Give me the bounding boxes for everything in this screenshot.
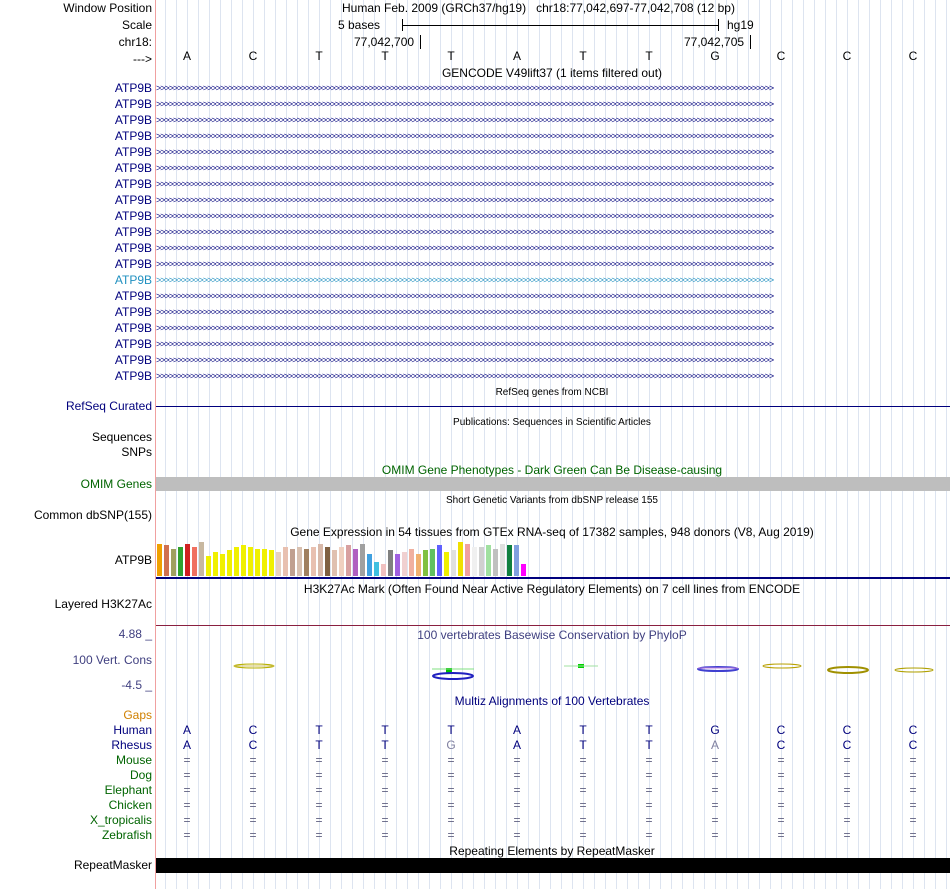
alignment-base: = xyxy=(909,783,917,797)
alignment-base: = xyxy=(909,828,917,842)
gtex-tissue-bar[interactable] xyxy=(262,549,267,576)
alignment-base: = xyxy=(579,828,587,842)
refseq-title: RefSeq genes from NCBI xyxy=(495,387,609,398)
alignment-base: = xyxy=(711,828,719,842)
alignment-base: = xyxy=(249,798,257,812)
alignment-base: = xyxy=(183,828,191,842)
gencode-transcript[interactable]: >>>>>>>>>>>>>>>>>>>>>>>>>>>>>>>>>>>>>>>>>>>>>>>>>>>>>>>>>>>>>>>>>>>>>>>>>>>>>>>>>>>>>>>>>>>>>>>>>>>>>>>>>>>>>>>>>>>>>>>>>>>>>>>>>>>>>>>>>>>>>>>>> xyxy=(156,260,774,269)
alignment-base: = xyxy=(843,783,851,797)
gencode-transcript-label[interactable]: ATP9B xyxy=(114,257,152,271)
h3k27ac-line xyxy=(156,625,950,626)
gtex-tissue-bar[interactable] xyxy=(381,564,386,576)
alignment-base: = xyxy=(381,783,389,797)
alignment-base: = xyxy=(183,753,191,767)
gtex-tissue-bar[interactable] xyxy=(472,547,477,576)
gencode-transcript-label[interactable]: ATP9B xyxy=(114,129,152,143)
gtex-tissue-bar[interactable] xyxy=(297,547,302,576)
alignment-base: = xyxy=(777,753,785,767)
species-label-zebrafish[interactable]: Zebrafish xyxy=(101,828,152,842)
gtex-tissue-bar[interactable] xyxy=(269,550,274,576)
alignment-base: = xyxy=(513,813,521,827)
gencode-transcript[interactable]: >>>>>>>>>>>>>>>>>>>>>>>>>>>>>>>>>>>>>>>>>>>>>>>>>>>>>>>>>>>>>>>>>>>>>>>>>>>>>>>>>>>>>>>>>>>>>>>>>>>>>>>>>>>>>>>>>>>>>>>>>>>>>>>>>>>>>>>>>>>>>>>>> xyxy=(156,164,774,173)
alignment-base: T xyxy=(645,738,653,752)
alignment-base: = xyxy=(645,783,653,797)
gtex-tissue-bar[interactable] xyxy=(171,549,176,576)
gtex-tissue-bar[interactable] xyxy=(437,545,442,576)
alignment-base: = xyxy=(843,813,851,827)
alignment-base: = xyxy=(843,798,851,812)
alignment-base: C xyxy=(776,738,786,752)
gencode-transcript-label[interactable]: ATP9B xyxy=(114,241,152,255)
gencode-transcript-label[interactable]: ATP9B xyxy=(114,225,152,239)
gencode-transcript-label[interactable]: ATP9B xyxy=(114,289,152,303)
gtex-tissue-bar[interactable] xyxy=(353,549,358,576)
alignment-base: = xyxy=(381,798,389,812)
alignment-base: = xyxy=(777,783,785,797)
gencode-transcript[interactable]: >>>>>>>>>>>>>>>>>>>>>>>>>>>>>>>>>>>>>>>>>>>>>>>>>>>>>>>>>>>>>>>>>>>>>>>>>>>>>>>>>>>>>>>>>>>>>>>>>>>>>>>>>>>>>>>>>>>>>>>>>>>>>>>>>>>>>>>>>>>>>>>>> xyxy=(156,292,774,301)
alignment-base: = xyxy=(315,783,323,797)
gencode-transcript-label[interactable]: ATP9B xyxy=(114,177,152,191)
species-label-dog[interactable]: Dog xyxy=(129,768,152,782)
alignment-base: C xyxy=(908,738,918,752)
omim-title: OMIM Gene Phenotypes - Dark Green Can Be Disease-causing xyxy=(381,463,723,477)
species-label-human[interactable]: Human xyxy=(113,723,152,737)
alignment-base: = xyxy=(513,783,521,797)
alignment-base: = xyxy=(315,753,323,767)
gtex-tissue-bar[interactable] xyxy=(486,545,491,576)
gencode-transcript-label[interactable]: ATP9B xyxy=(114,113,152,127)
alignment-base: T xyxy=(315,723,323,737)
alignment-base: C xyxy=(842,723,852,737)
gtex-baseline xyxy=(156,577,950,579)
dbsnp-title: Short Genetic Variants from dbSNP release 155 xyxy=(446,495,658,506)
base-letter: C xyxy=(908,49,918,63)
alignment-base: = xyxy=(513,753,521,767)
gtex-tissue-bar[interactable] xyxy=(157,544,162,576)
gencode-transcript[interactable]: >>>>>>>>>>>>>>>>>>>>>>>>>>>>>>>>>>>>>>>>>>>>>>>>>>>>>>>>>>>>>>>>>>>>>>>>>>>>>>>>>>>>>>>>>>>>>>>>>>>>>>>>>>>>>>>>>>>>>>>>>>>>>>>>>>>>>>>>>>>>>>>>> xyxy=(156,196,774,205)
alignment-base: = xyxy=(381,768,389,782)
strand-label: ---> xyxy=(133,52,152,66)
repeatmasker-title: Repeating Elements by RepeatMasker xyxy=(449,844,655,858)
gtex-tissue-bar[interactable] xyxy=(290,549,295,576)
alignment-base: = xyxy=(711,768,719,782)
alignment-base: G xyxy=(446,738,456,752)
alignment-base: = xyxy=(645,753,653,767)
alignment-base: = xyxy=(579,798,587,812)
gtex-tissue-bar[interactable] xyxy=(493,549,498,576)
gencode-transcript[interactable]: >>>>>>>>>>>>>>>>>>>>>>>>>>>>>>>>>>>>>>>>>>>>>>>>>>>>>>>>>>>>>>>>>>>>>>>>>>>>>>>>>>>>>>>>>>>>>>>>>>>>>>>>>>>>>>>>>>>>>>>>>>>>>>>>>>>>>>>>>>>>>>>>> xyxy=(156,228,774,237)
gencode-transcript[interactable]: >>>>>>>>>>>>>>>>>>>>>>>>>>>>>>>>>>>>>>>>>>>>>>>>>>>>>>>>>>>>>>>>>>>>>>>>>>>>>>>>>>>>>>>>>>>>>>>>>>>>>>>>>>>>>>>>>>>>>>>>>>>>>>>>>>>>>>>>>>>>>>>>> xyxy=(156,132,774,141)
gencode-transcript-label[interactable]: ATP9B xyxy=(114,337,152,351)
alignment-base: = xyxy=(909,768,917,782)
alignment-base: = xyxy=(711,753,719,767)
gencode-transcript-label[interactable]: ATP9B xyxy=(114,305,152,319)
alignment-base: = xyxy=(711,798,719,812)
refseq-line[interactable] xyxy=(156,406,950,407)
gtex-tissue-bar[interactable] xyxy=(423,550,428,576)
gtex-tissue-bar[interactable] xyxy=(311,547,316,576)
repeatmasker-bar[interactable] xyxy=(156,858,950,873)
alignment-base: = xyxy=(777,798,785,812)
coord-left: 77,042,700 xyxy=(354,35,415,49)
h3k27ac-title: H3K27Ac Mark (Often Found Near Active Regulatory Elements) on 7 cell lines from ENCODE xyxy=(303,582,801,596)
gtex-tissue-bar[interactable] xyxy=(318,544,323,576)
alignment-base: T xyxy=(579,738,587,752)
alignment-base: = xyxy=(315,828,323,842)
repeatmasker-label[interactable]: RepeatMasker xyxy=(73,858,152,872)
alignment-base: A xyxy=(182,738,192,752)
gtex-tissue-bar[interactable] xyxy=(220,554,225,576)
publications-title: Publications: Sequences in Scientific Articles xyxy=(453,417,651,428)
gtex-tissue-bar[interactable] xyxy=(465,544,470,576)
base-letter: C xyxy=(842,49,852,63)
alignment-base: = xyxy=(447,798,455,812)
alignment-base: T xyxy=(579,723,587,737)
phylop-marks xyxy=(234,664,933,679)
gtex-tissue-bar[interactable] xyxy=(304,549,309,576)
gtex-tissue-bar[interactable] xyxy=(514,545,519,576)
gencode-title: GENCODE V49lift37 (1 items filtered out) xyxy=(441,66,663,80)
alignment-base: T xyxy=(645,723,653,737)
gencode-transcript[interactable]: >>>>>>>>>>>>>>>>>>>>>>>>>>>>>>>>>>>>>>>>>>>>>>>>>>>>>>>>>>>>>>>>>>>>>>>>>>>>>>>>>>>>>>>>>>>>>>>>>>>>>>>>>>>>>>>>>>>>>>>>>>>>>>>>>>>>>>>>>>>>>>>>> xyxy=(156,84,774,93)
gtex-tissue-bar[interactable] xyxy=(521,564,526,576)
alignment-base: = xyxy=(645,828,653,842)
gtex-tissue-bar[interactable] xyxy=(178,547,183,576)
window-position-label: Window Position xyxy=(63,1,152,15)
gtex-tissue-bar[interactable] xyxy=(325,547,330,576)
gtex-tissue-bar[interactable] xyxy=(255,549,260,576)
gencode-transcript[interactable]: >>>>>>>>>>>>>>>>>>>>>>>>>>>>>>>>>>>>>>>>>>>>>>>>>>>>>>>>>>>>>>>>>>>>>>>>>>>>>>>>>>>>>>>>>>>>>>>>>>>>>>>>>>>>>>>>>>>>>>>>>>>>>>>>>>>>>>>>>>>>>>>>> xyxy=(156,148,774,157)
alignment-base: C xyxy=(908,723,918,737)
phylop-min-label: -4.5 _ xyxy=(121,678,152,692)
gtex-tissue-bar[interactable] xyxy=(339,547,344,576)
omim-bar[interactable] xyxy=(156,477,950,491)
gencode-transcript[interactable]: >>>>>>>>>>>>>>>>>>>>>>>>>>>>>>>>>>>>>>>>>>>>>>>>>>>>>>>>>>>>>>>>>>>>>>>>>>>>>>>>>>>>>>>>>>>>>>>>>>>>>>>>>>>>>>>>>>>>>>>>>>>>>>>>>>>>>>>>>>>>>>>>> xyxy=(156,180,774,189)
alignment-base: A xyxy=(512,738,522,752)
chrom-label: chr18: xyxy=(118,35,152,49)
base-letter: T xyxy=(315,49,323,63)
gencode-transcript-label[interactable]: ATP9B xyxy=(114,209,152,223)
gencode-transcript-label[interactable]: ATP9B xyxy=(114,81,152,95)
alignment-base: = xyxy=(645,798,653,812)
alignment-base: = xyxy=(579,768,587,782)
gtex-tissue-bar[interactable] xyxy=(500,544,505,576)
gtex-tissue-bar[interactable] xyxy=(346,545,351,576)
alignment-base: G xyxy=(710,723,720,737)
alignment-base: = xyxy=(579,813,587,827)
gtex-tissue-bar[interactable] xyxy=(430,549,435,576)
position-readout xyxy=(342,1,735,15)
gencode-transcript-label[interactable]: ATP9B xyxy=(114,193,152,207)
gtex-tissue-bar[interactable] xyxy=(451,550,456,576)
multiz-title: Multiz Alignments of 100 Vertebrates xyxy=(454,694,650,708)
gtex-tissue-bar[interactable] xyxy=(241,545,246,576)
gtex-tissue-bar[interactable] xyxy=(479,547,484,576)
gtex-tissue-bar[interactable] xyxy=(444,552,449,576)
scale-label: Scale xyxy=(121,18,152,32)
alignment-base: = xyxy=(777,828,785,842)
assembly-text: Human Feb. 2009 (GRCh37/hg19) xyxy=(342,1,527,15)
omim-label[interactable]: OMIM Genes xyxy=(80,477,152,491)
alignment-base: = xyxy=(909,753,917,767)
species-label-rhesus[interactable]: Rhesus xyxy=(111,738,152,752)
base-letter: A xyxy=(182,49,192,63)
gtex-tissue-bar[interactable] xyxy=(416,554,421,576)
gtex-tissue-bar[interactable] xyxy=(227,550,232,576)
phylop-plot[interactable] xyxy=(156,655,950,685)
coord-right: 77,042,705 xyxy=(684,35,745,49)
gencode-transcript-label[interactable]: ATP9B xyxy=(114,273,152,287)
alignment-base: = xyxy=(315,813,323,827)
gencode-transcript-label[interactable]: ATP9B xyxy=(114,353,152,367)
alignment-base: = xyxy=(843,753,851,767)
base-letter: T xyxy=(447,49,455,63)
alignment-base: = xyxy=(249,768,257,782)
coord-left-tick xyxy=(420,35,421,49)
alignment-base: T xyxy=(381,723,389,737)
gencode-transcript[interactable]: >>>>>>>>>>>>>>>>>>>>>>>>>>>>>>>>>>>>>>>>>>>>>>>>>>>>>>>>>>>>>>>>>>>>>>>>>>>>>>>>>>>>>>>>>>>>>>>>>>>>>>>>>>>>>>>>>>>>>>>>>>>>>>>>>>>>>>>>>>>>>>>>> xyxy=(156,276,774,285)
refseq-label[interactable]: RefSeq Curated xyxy=(65,399,152,413)
alignment-base: T xyxy=(381,738,389,752)
alignment-base: = xyxy=(249,753,257,767)
alignment-base: = xyxy=(447,753,455,767)
alignment-base: C xyxy=(248,723,258,737)
gtex-tissue-bar[interactable] xyxy=(164,545,169,576)
alignment-base: = xyxy=(447,783,455,797)
alignment-base: A xyxy=(512,723,522,737)
gtex-tissue-bar[interactable] xyxy=(388,550,393,576)
alignment-base: A xyxy=(710,738,720,752)
alignment-base: = xyxy=(381,813,389,827)
alignment-base: = xyxy=(579,783,587,797)
gtex-tissue-bar[interactable] xyxy=(206,556,211,576)
base-letter: T xyxy=(645,49,653,63)
alignment-base: = xyxy=(579,753,587,767)
gtex-tissue-bar[interactable] xyxy=(192,547,197,576)
gtex-label[interactable]: ATP9B xyxy=(114,553,152,567)
alignment-base: C xyxy=(842,738,852,752)
gtex-tissue-bar[interactable] xyxy=(367,554,372,576)
alignment-base: = xyxy=(843,768,851,782)
base-letter: G xyxy=(710,49,720,63)
gtex-tissue-bar[interactable] xyxy=(248,547,253,576)
gaps-label[interactable]: Gaps xyxy=(123,708,152,722)
base-letter: C xyxy=(248,49,258,63)
alignment-base: = xyxy=(843,828,851,842)
alignment-base: = xyxy=(777,813,785,827)
gencode-transcript[interactable]: >>>>>>>>>>>>>>>>>>>>>>>>>>>>>>>>>>>>>>>>>>>>>>>>>>>>>>>>>>>>>>>>>>>>>>>>>>>>>>>>>>>>>>>>>>>>>>>>>>>>>>>>>>>>>>>>>>>>>>>>>>>>>>>>>>>>>>>>>>>>>>>>> xyxy=(156,308,774,317)
alignment-base: = xyxy=(711,783,719,797)
gencode-transcript[interactable]: >>>>>>>>>>>>>>>>>>>>>>>>>>>>>>>>>>>>>>>>>>>>>>>>>>>>>>>>>>>>>>>>>>>>>>>>>>>>>>>>>>>>>>>>>>>>>>>>>>>>>>>>>>>>>>>>>>>>>>>>>>>>>>>>>>>>>>>>>>>>>>>>> xyxy=(156,324,774,333)
alignment-base: C xyxy=(776,723,786,737)
gencode-transcript-label[interactable]: ATP9B xyxy=(114,161,152,175)
gtex-tissue-bar[interactable] xyxy=(458,542,463,576)
alignment-base: = xyxy=(777,768,785,782)
scale-text: 5 bases xyxy=(338,18,381,32)
alignment-base: = xyxy=(909,798,917,812)
base-letter: C xyxy=(776,49,786,63)
alignment-base: = xyxy=(381,753,389,767)
snps-label[interactable]: SNPs xyxy=(121,445,152,459)
gtex-tissue-bar[interactable] xyxy=(332,550,337,576)
assembly-short: hg19 xyxy=(727,18,754,32)
gtex-tissue-bar[interactable] xyxy=(185,544,190,576)
alignment-base: = xyxy=(513,798,521,812)
alignment-base: C xyxy=(248,738,258,752)
alignment-base: = xyxy=(183,798,191,812)
gtex-tissue-bar[interactable] xyxy=(276,552,281,576)
alignment-base: = xyxy=(909,813,917,827)
position-text: chr18:77,042,697-77,042,708 (12 bp) xyxy=(536,1,735,15)
alignment-base: = xyxy=(645,768,653,782)
alignment-base: = xyxy=(645,813,653,827)
alignment-base: = xyxy=(183,813,191,827)
gtex-tissue-bar[interactable] xyxy=(374,562,379,576)
base-letter: T xyxy=(381,49,389,63)
phylop-title: 100 vertebrates Basewise Conservation by PhyloP xyxy=(417,628,687,642)
alignment-base: = xyxy=(183,768,191,782)
alignment-base: = xyxy=(711,813,719,827)
gencode-transcript[interactable]: >>>>>>>>>>>>>>>>>>>>>>>>>>>>>>>>>>>>>>>>>>>>>>>>>>>>>>>>>>>>>>>>>>>>>>>>>>>>>>>>>>>>>>>>>>>>>>>>>>>>>>>>>>>>>>>>>>>>>>>>>>>>>>>>>>>>>>>>>>>>>>>>> xyxy=(156,356,774,365)
gtex-tissue-bar[interactable] xyxy=(199,542,204,576)
gencode-transcript[interactable]: >>>>>>>>>>>>>>>>>>>>>>>>>>>>>>>>>>>>>>>>>>>>>>>>>>>>>>>>>>>>>>>>>>>>>>>>>>>>>>>>>>>>>>>>>>>>>>>>>>>>>>>>>>>>>>>>>>>>>>>>>>>>>>>>>>>>>>>>>>>>>>>>> xyxy=(156,212,774,221)
alignment-base: T xyxy=(315,738,323,752)
alignment-base: T xyxy=(447,723,455,737)
gtex-tissue-bar[interactable] xyxy=(283,547,288,576)
gtex-tissue-bar[interactable] xyxy=(409,549,414,576)
gencode-transcript[interactable]: >>>>>>>>>>>>>>>>>>>>>>>>>>>>>>>>>>>>>>>>>>>>>>>>>>>>>>>>>>>>>>>>>>>>>>>>>>>>>>>>>>>>>>>>>>>>>>>>>>>>>>>>>>>>>>>>>>>>>>>>>>>>>>>>>>>>>>>>>>>>>>>>> xyxy=(156,340,774,349)
species-label-elephant[interactable]: Elephant xyxy=(104,783,152,797)
alignment-base: = xyxy=(447,828,455,842)
alignment-base: A xyxy=(182,723,192,737)
species-label-mouse[interactable]: Mouse xyxy=(115,753,152,767)
gtex-tissue-bar[interactable] xyxy=(213,552,218,576)
base-letter: A xyxy=(512,49,522,63)
gencode-transcript-label[interactable]: ATP9B xyxy=(114,321,152,335)
alignment-base: = xyxy=(315,768,323,782)
gtex-tissue-bar[interactable] xyxy=(360,544,365,576)
alignment-base: = xyxy=(249,828,257,842)
base-letter: T xyxy=(579,49,587,63)
gtex-tissue-bar[interactable] xyxy=(395,554,400,576)
alignment-base: = xyxy=(447,813,455,827)
gencode-transcript-label[interactable]: ATP9B xyxy=(114,369,152,383)
gencode-transcript[interactable]: >>>>>>>>>>>>>>>>>>>>>>>>>>>>>>>>>>>>>>>>>>>>>>>>>>>>>>>>>>>>>>>>>>>>>>>>>>>>>>>>>>>>>>>>>>>>>>>>>>>>>>>>>>>>>>>>>>>>>>>>>>>>>>>>>>>>>>>>>>>>>>>>> xyxy=(156,244,774,253)
gtex-tissue-bar[interactable] xyxy=(402,552,407,576)
phylop-label[interactable]: 100 Vert. Cons xyxy=(72,653,152,667)
species-label-chicken[interactable]: Chicken xyxy=(108,798,152,812)
alignment-base: = xyxy=(513,768,521,782)
gencode-transcript-label[interactable]: ATP9B xyxy=(114,97,152,111)
dbsnp-label[interactable]: Common dbSNP(155) xyxy=(33,508,152,522)
alignment-base: = xyxy=(513,828,521,842)
coord-right-tick xyxy=(750,35,751,49)
gencode-transcript-label[interactable]: ATP9B xyxy=(114,145,152,159)
gencode-transcript[interactable]: >>>>>>>>>>>>>>>>>>>>>>>>>>>>>>>>>>>>>>>>>>>>>>>>>>>>>>>>>>>>>>>>>>>>>>>>>>>>>>>>>>>>>>>>>>>>>>>>>>>>>>>>>>>>>>>>>>>>>>>>>>>>>>>>>>>>>>>>>>>>>>>>> xyxy=(156,100,774,109)
alignment-base: = xyxy=(249,783,257,797)
gencode-transcript[interactable]: >>>>>>>>>>>>>>>>>>>>>>>>>>>>>>>>>>>>>>>>>>>>>>>>>>>>>>>>>>>>>>>>>>>>>>>>>>>>>>>>>>>>>>>>>>>>>>>>>>>>>>>>>>>>>>>>>>>>>>>>>>>>>>>>>>>>>>>>>>>>>>>>> xyxy=(156,372,774,381)
alignment-base: = xyxy=(183,783,191,797)
phylop-max-label: 4.88 _ xyxy=(118,627,152,641)
h3k27ac-label[interactable]: Layered H3K27Ac xyxy=(54,597,152,611)
gtex-title: Gene Expression in 54 tissues from GTEx RNA-seq of 17382 samples, 948 donors (V8, Aug 2019) xyxy=(290,525,814,539)
alignment-base: = xyxy=(381,828,389,842)
species-label-x_tropicalis[interactable]: X_tropicalis xyxy=(89,813,152,827)
alignment-base: = xyxy=(447,768,455,782)
gtex-tissue-bar[interactable] xyxy=(507,545,512,576)
gencode-transcript[interactable]: >>>>>>>>>>>>>>>>>>>>>>>>>>>>>>>>>>>>>>>>>>>>>>>>>>>>>>>>>>>>>>>>>>>>>>>>>>>>>>>>>>>>>>>>>>>>>>>>>>>>>>>>>>>>>>>>>>>>>>>>>>>>>>>>>>>>>>>>>>>>>>>>> xyxy=(156,116,774,125)
alignment-base: = xyxy=(315,798,323,812)
alignment-base: = xyxy=(249,813,257,827)
gtex-tissue-bar[interactable] xyxy=(234,547,239,576)
sequences-label[interactable]: Sequences xyxy=(91,430,152,444)
